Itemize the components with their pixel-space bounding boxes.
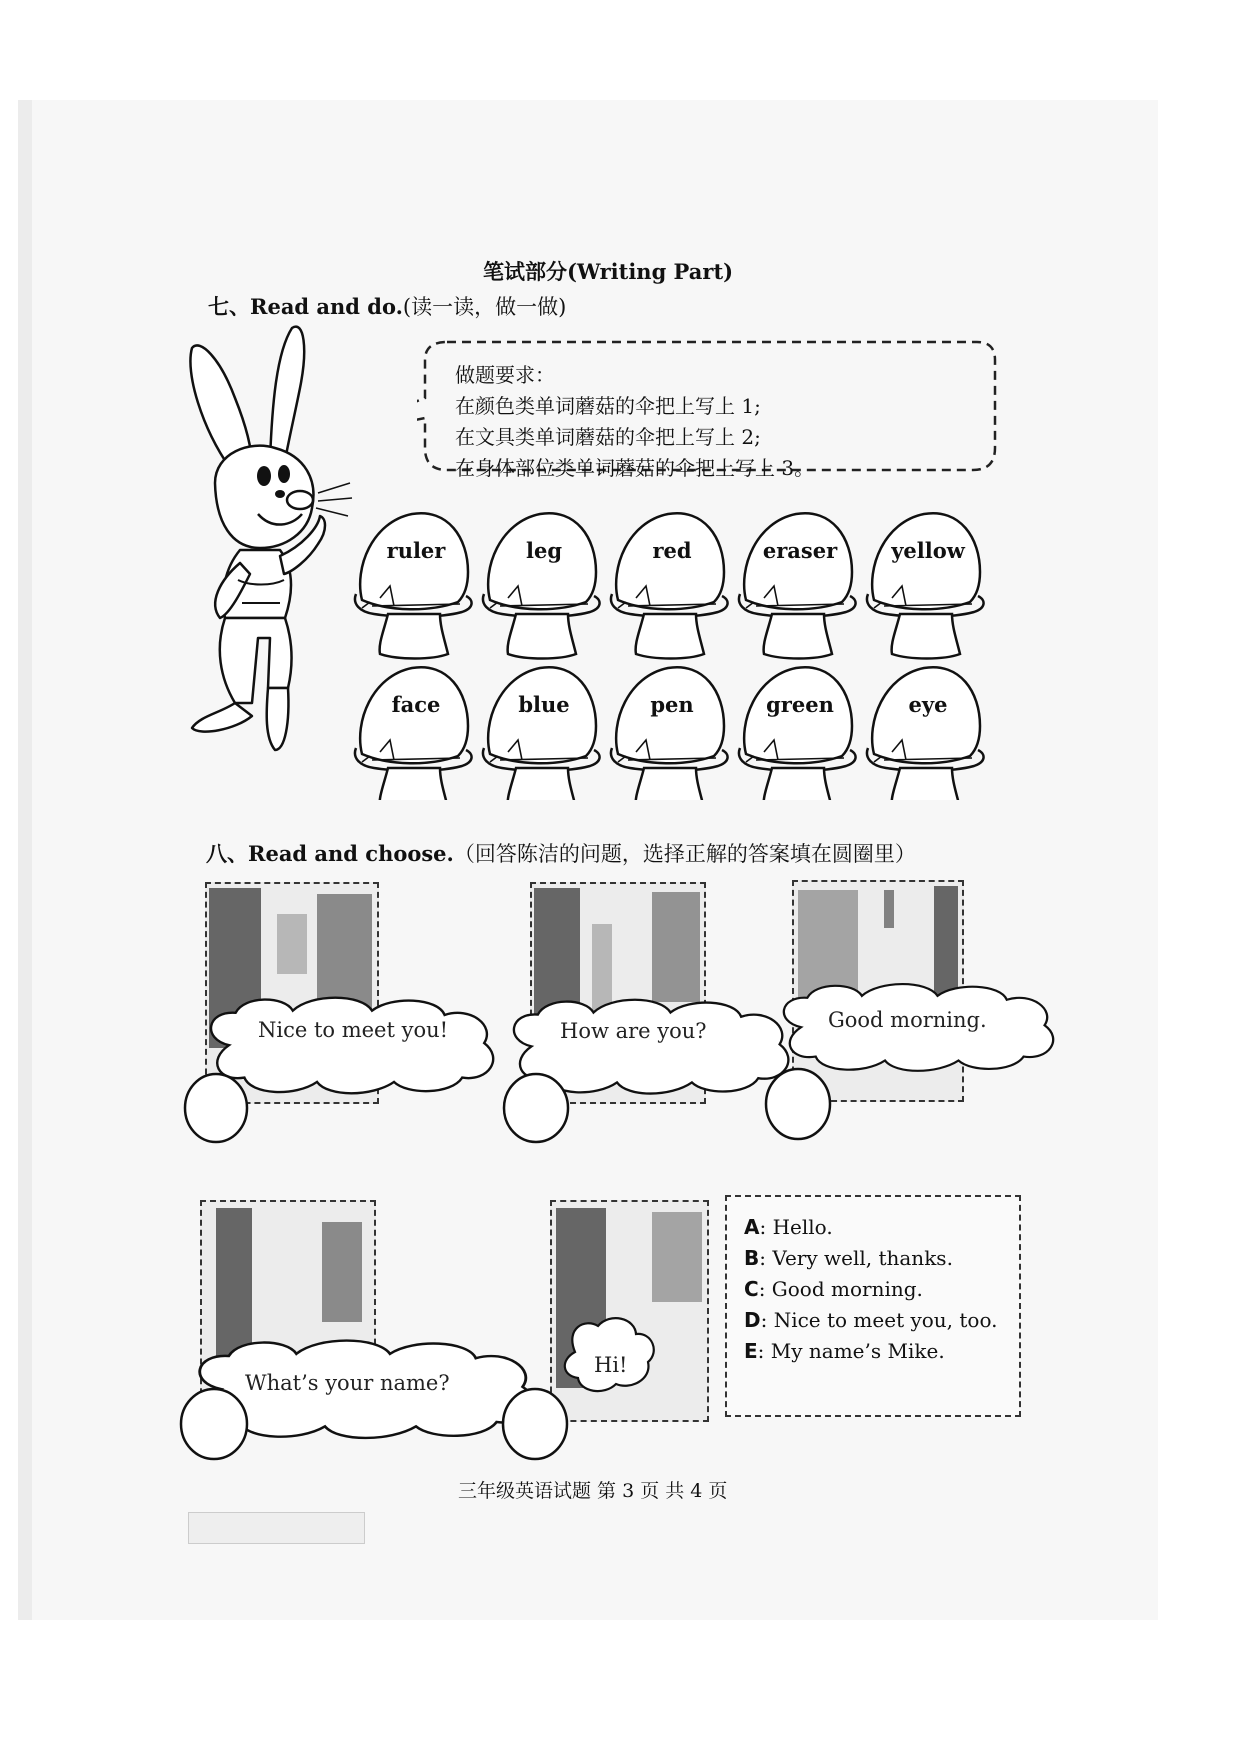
option-c: C: Good morning. xyxy=(744,1277,923,1301)
instruction-line-stationery: 在文具类单词蘑菇的伞把上写上 2; xyxy=(455,425,761,449)
option-e: E: My name’s Mike. xyxy=(744,1339,945,1363)
q8-number: 八、 xyxy=(206,841,248,866)
mushroom-word: red xyxy=(652,538,692,563)
mushroom-word: pen xyxy=(650,692,694,717)
answer-circle-1[interactable] xyxy=(185,1074,247,1142)
speech-text-5: Hi! xyxy=(594,1353,628,1377)
answer-options-box xyxy=(725,1195,1021,1417)
option-b: B: Very well, thanks. xyxy=(744,1246,953,1270)
page-footer: 三年级英语试题 第 3 页 共 4 页 xyxy=(458,1480,728,1502)
mushroom-word: face xyxy=(391,692,441,717)
mushroom-word: green xyxy=(766,692,834,717)
instruction-line-color: 在颜色类单词蘑菇的伞把上写上 1; xyxy=(455,394,761,418)
option-d: D: Nice to meet you, too. xyxy=(744,1308,998,1332)
mushroom-word: eye xyxy=(908,692,948,717)
q8-title-zh: （回答陈洁的问题，选择正解的答案填在圆圈里） xyxy=(453,842,916,866)
section-header: 笔试部分(Writing Part) xyxy=(483,259,734,284)
instruction-heading: 做题要求： xyxy=(455,363,555,387)
q8-title-en: Read and choose. xyxy=(248,841,454,866)
mushroom-word: blue xyxy=(518,692,570,717)
answer-circle-3[interactable] xyxy=(766,1069,830,1139)
q7-number: 七、 xyxy=(208,294,250,319)
mushroom-word: ruler xyxy=(386,538,446,563)
answer-circle-2[interactable] xyxy=(504,1074,568,1142)
answer-circle-5[interactable] xyxy=(503,1389,567,1459)
speech-cloud-1 xyxy=(211,998,493,1094)
option-a: A: Hello. xyxy=(744,1215,833,1239)
speech-text-2: How are you? xyxy=(560,1019,707,1043)
speech-text-1: Nice to meet you! xyxy=(258,1018,449,1042)
mushroom-word: eraser xyxy=(762,538,838,563)
speech-text-3: Good morning. xyxy=(828,1008,987,1032)
instruction-line-body: 在身体部位类单词蘑菇的伞把上写上 3。 xyxy=(455,456,815,480)
answer-circle-4[interactable] xyxy=(181,1389,247,1459)
mushroom-word: leg xyxy=(525,538,563,563)
speech-text-4: What’s your name? xyxy=(245,1371,450,1395)
mushroom-word: yellow xyxy=(891,538,965,563)
q7-title-zh: (读一读，做一做) xyxy=(402,295,567,319)
q7-title-en: Read and do. xyxy=(250,294,403,319)
scan-smudge xyxy=(188,1512,365,1544)
